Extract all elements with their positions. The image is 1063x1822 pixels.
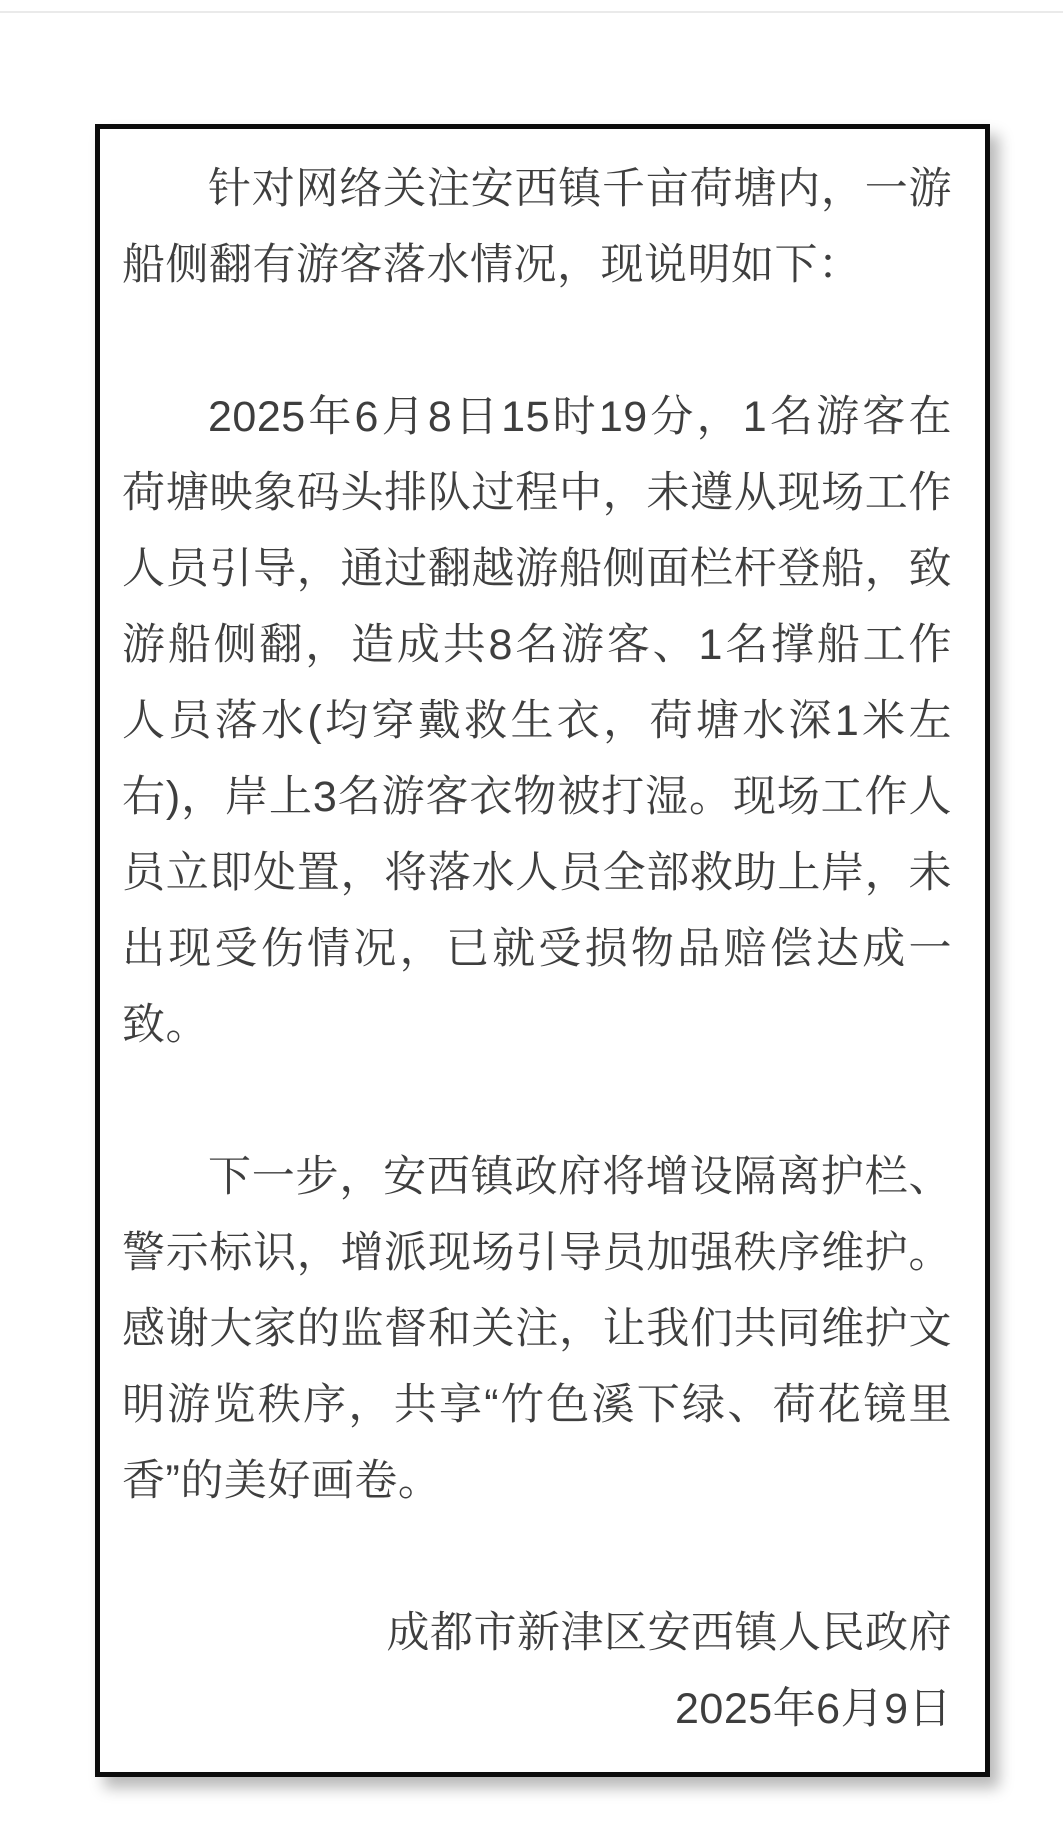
top-divider bbox=[0, 11, 1063, 13]
notice-paragraph-intro: 针对网络关注安西镇千亩荷塘内，一游船侧翻有游客落水情况，现说明如下： bbox=[122, 165, 952, 289]
official-notice-card bbox=[95, 124, 990, 1777]
notice-paragraph-incident: 2025年6月8日15时19分，1名游客在荷塘映象码头排队过程中，未遵从现场工作人员引导，通过翻越游船侧面栏杆登船，致游船侧翻，造成共8名游客、1名撑船工作人员落水(均穿戴救生衣，荷塘水深1米左右)，岸上3名游客衣物被打湿。现场工作人员立即处置，将落水人员全部救助上岸，未出现受伤情况，已就受损物品赔偿达成一致。 bbox=[122, 393, 952, 1049]
signature-date: 2025年6月9日 bbox=[675, 1685, 952, 1733]
notice-paragraph-measures: 下一步，安西镇政府将增设隔离护栏、警示标识，增派现场引导员加强秩序维护。感谢大家的监督和关注，让我们共同维护文明游览秩序，共享“竹色溪下绿、荷花镜里香”的美好画卷。 bbox=[122, 1153, 952, 1505]
signature-issuer: 成都市新津区安西镇人民政府 bbox=[386, 1609, 952, 1657]
